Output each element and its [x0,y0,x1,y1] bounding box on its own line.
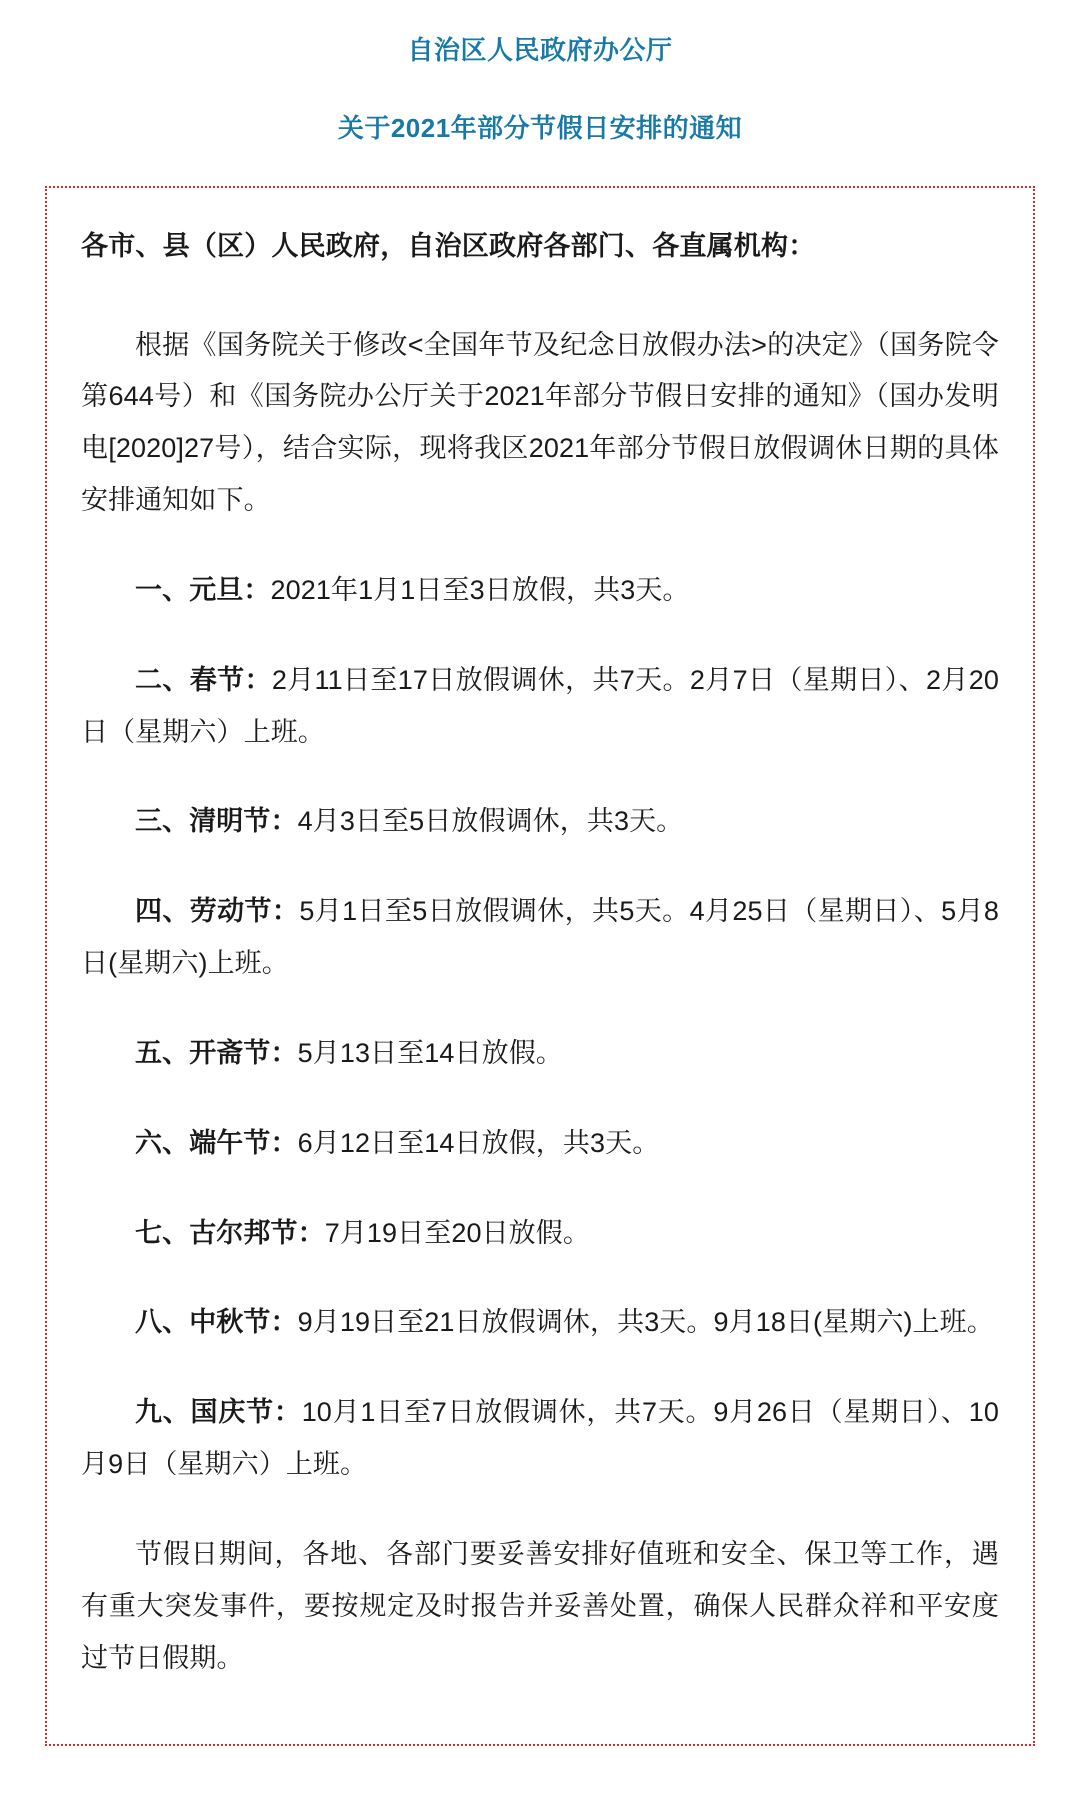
holiday-item-lead: 二、春节： [135,664,272,695]
holiday-item [81,565,999,617]
holiday-item [81,886,999,990]
holiday-item-detail: 10月1日至7日放假调休，共7天。9月26日（星期日）、10月9日（星期六）上班。 [81,1397,999,1480]
holiday-item [81,1208,999,1260]
closing-paragraph: 节假日期间，各地、各部门要妥善安排好值班和安全、保卫等工作，遇有重大突发事件，要按规定及时报告并妥善处置，确保人民群众祥和平安度过节日假期。 [81,1538,999,1673]
holiday-item-lead: 九、国庆节： [135,1397,302,1428]
holiday-item-lead: 三、清明节： [135,806,298,837]
holiday-item-lead: 六、端午节： [135,1127,298,1158]
holiday-item-detail: 4月3日至5日放假调休，共3天。 [297,806,684,837]
holiday-item-detail: 5月13日至14日放假。 [297,1037,563,1068]
notice-content-frame [45,186,1035,1746]
preamble-paragraph: 根据《国务院关于修改<全国年节及纪念日放假办法>的决定》（国务院令第644号）和《国务院办公厅关于2021年部分节假日安排的通知》（国办发明电[2020]27号），结合实际，现将我区2021年部分节假日放假调休日期的具体安排通知如下。 [81,329,999,516]
holiday-item [81,1387,999,1491]
document-title: 关于2021年部分节假日安排的通知 [337,113,743,144]
holiday-item [81,1118,999,1170]
holiday-item-detail: 2021年1月1日至3日放假，共3天。 [270,574,690,605]
holiday-item-detail: 2月11日至17日放假调休，共7天。2月7日（星期日）、2月20日（星期六）上班。 [81,664,1000,747]
holiday-items-list [81,565,999,1491]
holiday-item-lead: 八、中秋节： [135,1307,298,1338]
holiday-item [81,796,999,848]
holiday-item-detail: 5月1日至5日放假调休，共5天。4月25日（星期日）、5月8日(星期六)上班。 [81,896,999,979]
holiday-item-lead: 五、开斋节： [135,1037,298,1068]
issuing-organization-title: 自治区人民政府办公厅 [407,35,673,65]
holiday-item [81,1028,999,1080]
document-header [0,0,1080,153]
holiday-item [81,1297,999,1349]
holiday-item-lead: 四、劳动节： [135,896,300,927]
salutation-line: 各市、县（区）人民政府，自治区政府各部门、各直属机构： [81,230,816,261]
holiday-item-lead: 七、古尔邦节： [135,1217,325,1248]
holiday-item-detail: 7月19日至20日放假。 [324,1217,590,1248]
holiday-item [81,655,999,759]
holiday-item-lead: 一、元旦： [135,574,271,605]
holiday-item-detail: 6月12日至14日放假，共3天。 [297,1127,660,1158]
holiday-item-detail: 9月19日至21日放假调休，共3天。9月18日(星期六)上班。 [297,1307,994,1338]
